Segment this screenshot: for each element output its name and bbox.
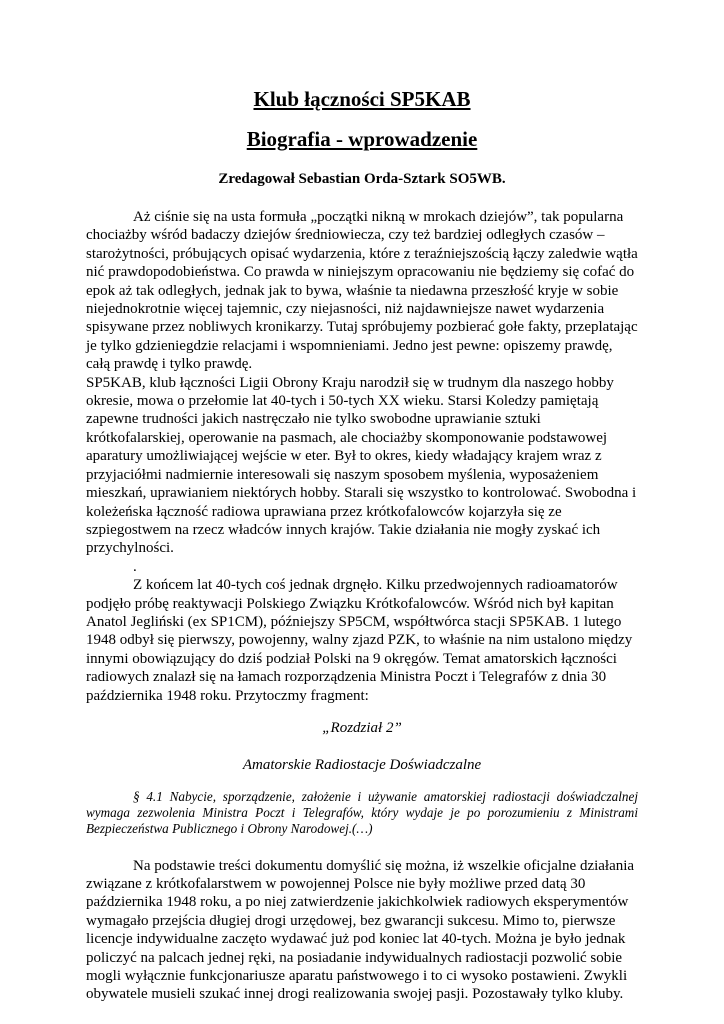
editor-line: Zredagował Sebastian Orda-Sztark SO5WB. [218, 171, 506, 187]
document-page [86, 86, 638, 1004]
quote-body: § 4.1 Nabycie, sporządzenie, założenie i używanie amatorskiej radiostacji doświadczalnej wymaga zezwolenia Ministra Poczt i Telegrafów, który wydaje je po porozumieniu z Ministrami Bezpieczeństwa Publicznego i Obrony Narodowej.(…) [86, 788, 638, 837]
paragraph-late-40s: Z końcem lat 40-tych coś jednak drgnęło. Kilku przedwojennych radioamatorów podjęło próbę reaktywacji Polskiego Związku Krótkofalowców. Wśród nich był kapitan Anatol Jegliński (ex SP1CM), późniejszy SP5CM, współtwórca stacji SP5KAB. 1 lutego 1948 odbył się pierwszy, powojenny, walny zjazd PZK, to właśnie na nim ustalono między innymi obowiązujący do dziś podział Polski na 9 okręgów. Temat amatorskich łączności radiowych znalazł się na łamach rozporządzenia Ministra Poczt i Telegrafów z dnia 30 października 1948 roku. Przytoczmy fragment: [86, 577, 633, 704]
quote-heading: Amatorskie Radiostacje Doświadczalne [242, 756, 482, 773]
document-title: Klub łączności SP5KAB [253, 87, 471, 111]
paragraph-conclusion: Na podstawie treści dokumentu domyślić się można, iż wszelkie oficjalne działania związane z krótkofalarstwem w powojennej Polsce nie były możliwe przed datą 30 października 1948 roku, a po niej zatwierdzenie jakichkolwiek radiowych eksperymentów wymagało przejścia długiej drogi urzędowej, bez gwarancji sukcesu. Mimo to, pierwsze licencje indywidualne zaczęto wydawać już pod koniec lat 40-tych. Można je było jednak policzyć na palcach jednej ręki, na posiadanie indywidualnych radiostacji pozwolić sobie mogli wyłącznie funkcjonariusze aparatu państwowego i to ci wysoko postawieni. Zwykli obywatele musieli szukać innej drogi realizowania swojej pasji. Pozostawały tylko kluby. [86, 857, 635, 1003]
quoted-regulation [86, 719, 638, 838]
document-body [86, 208, 638, 705]
paragraph-intro: Aż ciśnie się na usta formuła „początki nikną w mrokach dziejów”, tak popularna chociażby wśród badaczy dziejów średniowiecza, czy też bardziej odległych czasów – starożytności, próbujących opisać wydarzenia, które z teraźniejszością łączy zaledwie wątła nić prawdopodobieństwa. Co prawda w niniejszym opracowaniu nie będziemy się cofać do epok aż tak odległych, jednak jak to bywa, właśnie ta niedawna przeszłość kryje w sobie niejednokrotnie więcej tajemnic, czy niejasności, niż najdawniejsze nawet wydarzenia spisywane przez nobliwych kronikarzy. Tutaj spróbujemy pozbierać gołe fakty, przeplatając je tylko gdzieniegdzie relacjami i wspomnieniami. Jedno jest pewne: opiszemy prawdę, całą prawdę i tylko prawdę. [86, 209, 638, 373]
paragraph-separator-dot: . [133, 558, 137, 575]
quote-chapter: „Rozdział 2” [322, 719, 402, 736]
document-body-continued [86, 857, 638, 1004]
paragraph-club-origin: SP5KAB, klub łączności Ligii Obrony Kraju narodził się w trudnym dla naszego hobby okresie, mowa o przełomie lat 40-tych i 50-tych XX wieku. Starsi Koledzy pamiętają zapewne trudności jakich nastręczało nie tylko swobodne uprawianie sztuki krótkofalarskiej, operowanie na pasmach, ale chociażby skomponowanie podstawowej aparatury umożliwiającej wejście w eter. Był to okres, kiedy władający krajem wraz z przyjaciółmi nadmiernie interesowali się naszym sposobem myślenia, wyposażeniem mieszkań, uprawianiem niektórych hobby. Starali się wszystko to kontrolować. Swobodna i koleżeńska łączność radiowa uprawiana przez krótkofalowców kojarzyła się ze szpiegostwem na rzecz władców innych krajów. Takie działania nie mogły zyskać ich przychylności. [86, 374, 637, 557]
document-subtitle: Biografia - wprowadzenie [246, 127, 478, 151]
